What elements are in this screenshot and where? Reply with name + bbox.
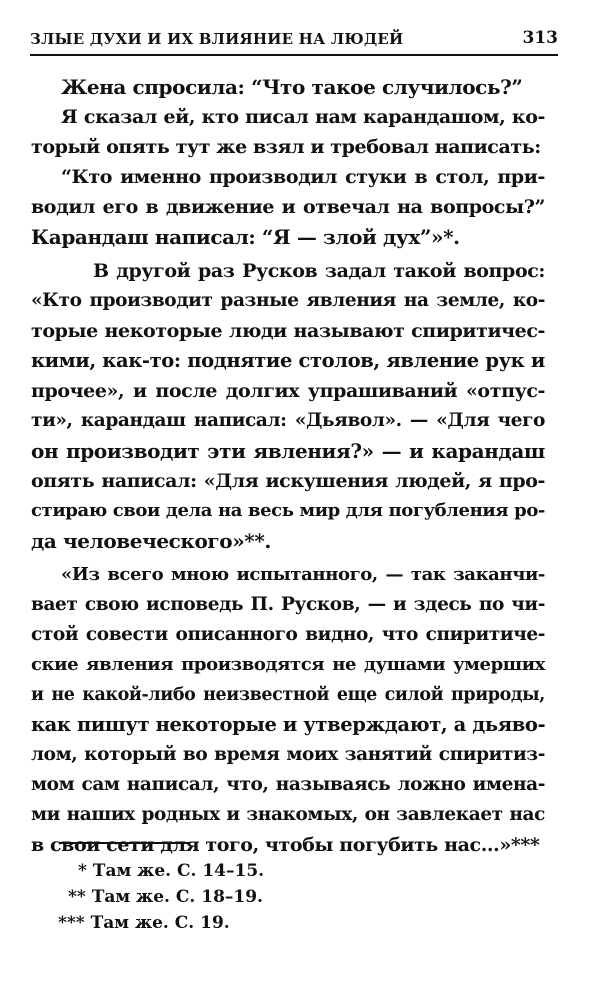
footnote-divider xyxy=(60,842,190,844)
text-line: «Из всего мною испытанного, — так заканчи- xyxy=(61,564,545,585)
text-line: «Кто производит разные явления на земле, ко- xyxy=(31,290,545,311)
running-head: ЗЛЫЕ ДУХИ И ИХ ВЛИЯНИЕ НА ЛЮДЕЙ xyxy=(30,30,404,48)
footnote: ** Там же. С. 18–19. xyxy=(68,887,263,907)
text-line: Жена спросила: “Что такое случилось?” xyxy=(61,75,523,99)
text-line: да человеческого»**. xyxy=(31,529,271,553)
paragraph xyxy=(31,256,545,556)
text-line: “Кто именно производил стуки в стол, при- xyxy=(61,166,545,188)
text-line: водил его в движение и отвечал на вопросы?” xyxy=(31,196,545,218)
text-line: он производит эти явления?» — и карандаш xyxy=(31,439,545,463)
text-line: Я сказал ей, кто писал нам карандашом, ко- xyxy=(61,106,545,128)
paragraph xyxy=(31,560,546,860)
text-line: стираю свои дела на весь мир для погубления ро- xyxy=(31,500,545,521)
footnote: * Там же. С. 14–15. xyxy=(78,861,265,881)
text-line: Карандаш написал: “Я — злой дух”»*. xyxy=(31,225,460,249)
text-line: в свои сети для того, чтобы погубить нас...»*** xyxy=(31,834,540,856)
text-line: кими, как-то: поднятие столов, явление рук и xyxy=(31,349,545,372)
paragraph xyxy=(61,72,545,102)
text-line: ские явления производятся не душами умерших xyxy=(31,654,545,675)
text-line: опять написал: «Для искушения людей, я про- xyxy=(31,470,545,492)
text-line: ти», карандаш написал: «Дьявол». — «Для чего xyxy=(31,410,545,431)
paragraph xyxy=(31,162,545,252)
text-line: торые некоторые люди называют спиритичес- xyxy=(31,320,545,342)
text-line: В другой раз Русков задал такой вопрос: xyxy=(93,260,545,282)
text-line: мом сам написал, что, называясь ложно имена- xyxy=(31,774,545,795)
page-header xyxy=(30,28,558,56)
text-line: стой совести описанного видно, что спиритиче- xyxy=(31,624,545,645)
text-line: как пишут некоторые и утверждают, а дьяво- xyxy=(31,713,546,736)
page-number: 313 xyxy=(522,28,558,48)
body-text xyxy=(31,72,546,860)
footnote: *** Там же. С. 19. xyxy=(58,913,230,933)
text-line: торый опять тут же взял и требовал написать: xyxy=(31,136,541,158)
text-line: ми наших родных и знакомых, он завлекает нас xyxy=(31,804,545,825)
text-line: лом, который во время моих занятий спиритиз- xyxy=(31,744,545,765)
footnotes xyxy=(58,858,264,936)
text-line: прочее», и после долгих упрашиваний «отпус- xyxy=(31,380,545,402)
text-line: вает свою исповедь П. Русков, — и здесь по чи- xyxy=(31,594,545,615)
paragraph xyxy=(31,102,545,162)
text-line: и не какой-либо неизвестной еще силой природы, xyxy=(31,685,545,705)
